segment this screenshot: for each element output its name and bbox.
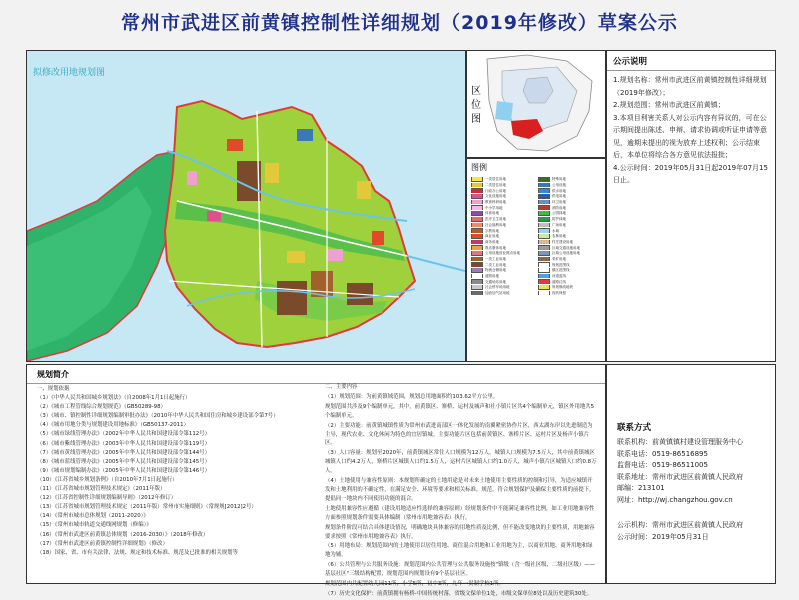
legend-item: [471, 245, 534, 250]
legend-label: 供水用地: [552, 188, 566, 193]
legend-swatch: [471, 274, 483, 279]
location-map-graphic: [467, 51, 605, 157]
legend: [466, 158, 606, 362]
legend-item: [538, 177, 601, 182]
legend-label: 河道蓝线: [552, 274, 566, 279]
legend-swatch: [471, 240, 483, 245]
content-item: （5）用地布局：规划范围内的土地使用以居住用地、商住混合用地和工业用地为主，以商业用地、商务用地和绿地为辅。: [325, 543, 593, 559]
legend-item: [471, 291, 534, 296]
legend-swatch: [471, 268, 483, 273]
legend-swatch: [471, 200, 483, 205]
legend-swatch: [538, 188, 550, 193]
basis-item: （16）《常州市武进区前黄镇总体规划（2016-2030）》（2018年修改）: [37, 531, 209, 538]
notice-item: 4.公示时间：2019年05月31日起2019年07月15日止。: [613, 163, 768, 184]
legend-label: 采矿用地: [552, 256, 566, 261]
legend-swatch: [471, 251, 483, 256]
legend-swatch: [471, 262, 483, 267]
legend-swatch: [471, 279, 483, 284]
basis-item: （5）《城市绿线管理办法》（2002年中华人民共和国建设部令第112号）: [37, 431, 210, 438]
notice-panel: [606, 50, 776, 362]
legend-swatch: [538, 183, 550, 188]
planning-content: [325, 383, 597, 600]
legend-swatch: [538, 251, 550, 256]
content-item: （4）土地使用与兼容性原则：本规划所确定的土地用途是对未来土地使用主要性质的控制和引导，为适应城镇开发和土地利用的不确定性，在满足安全、环境等要求和相关标准，规范，符合规划保护及确保主要性质的前提下，提倡同一地块内不同使用功能的混合。: [325, 478, 595, 502]
content-item: （6）公共管理与公共服务设施：规划范围内公共管理与公共服务设施按"镇级（含一级社区级、二级社区级）——基层社区"三级结构配置，规划范围内规划设有9个基层社区。: [325, 562, 596, 578]
contact-title: 联系方式: [617, 423, 652, 433]
basis-item: （2）《城市工程管线综合规划规范》（GB50289-98）: [37, 404, 166, 411]
legend-item: [471, 279, 534, 284]
legend-swatch: [538, 200, 550, 205]
legend-swatch: [471, 223, 483, 228]
legend-grid: [471, 177, 601, 295]
notice-item: 2.规划范围：常州市武进区前黄镇；: [613, 101, 725, 109]
legend-label: 商业用地: [485, 234, 499, 239]
legend-label: 商务用地: [485, 239, 499, 244]
content-item: （1）规划范围：为前黄镇域范围，规划总用地面积约103.62平方公里。: [325, 393, 499, 400]
legend-swatch: [538, 177, 550, 182]
basis-item: （18）国家、省、市有关法律、法规、规定和技术标准、规范及已批准的相关规划等: [37, 549, 238, 556]
planning-basis: [37, 385, 307, 558]
content-item: （2）主要功能：前黄镇城镇性质为常州市武进南部区一体化发展的南翼紧密协作片区，西太湖东岸以先进制造为主导，现代农业、文化休闲为特色的宜居镇城。主要功能片区包括前黄镇区、寨桥片区、运村片区及杨声小镇片区。: [325, 422, 593, 447]
legend-item: [471, 188, 534, 193]
legend-item: [471, 211, 534, 216]
content-item: 规划条件阶段可结合具体建设情况，明确地块具体兼容的用地性质及比例，但不能改变地块的主要性质，用地兼容要求按照《常州市用地兼容表》执行。: [325, 524, 595, 540]
basis-heading: 一、规划依据: [37, 386, 70, 392]
legend-item: [538, 268, 601, 273]
legend-label: 规划修改地块: [552, 285, 573, 290]
legend-label: 区域交通设施用地: [552, 245, 580, 250]
legend-swatch: [471, 177, 483, 182]
legend-swatch: [538, 262, 550, 267]
legend-swatch: [538, 205, 550, 210]
legend-label: 消防用地: [552, 205, 566, 210]
legend-item: [471, 262, 534, 267]
notice-item: 3.本项目利害关系人对公示内容有异议的，可在公示期间提出陈述、申辩、请求协调或听证申请等意见，逾期未提出的视为放弃上述权利；公示结束后，本单位将综合各方意见依法报批；: [613, 113, 767, 159]
basis-item: （4）《城市用地分类与规划建设用地标准》（GB50137-2011）: [37, 422, 189, 429]
legend-title: 图例: [471, 163, 487, 172]
legend-label: 道路红线: [552, 279, 566, 284]
legend-label: 农林用地: [552, 234, 566, 239]
basis-item: （7）《城市黄线管理办法》（2005年中华人民共和国建设部令第144号）: [37, 449, 210, 456]
legend-item: [538, 234, 601, 239]
legend-label: 教育科研用地: [485, 200, 506, 205]
legend-item: [538, 200, 601, 205]
content-item: （3）人口容量：规划至2020年，前黄镇城区常住人口规模为12万人，城镇人口规模为7.5万人，其中前黄镇城区城镇人口约4.2万人，寨桥片区城镇人口约1.5万人，运村片区城镇人口约1.0万人，城声小镇片区城镇人口约0.8万人。: [325, 450, 597, 475]
legend-swatch: [538, 194, 550, 199]
publisher: 公示机构：常州市武进区前黄镇人民政府: [617, 521, 743, 529]
legend-label: 道路用地: [485, 274, 499, 279]
legend-item: [538, 291, 601, 296]
basis-item: （8）《城市蓝线管理办法》（2005年中华人民共和国建设部令第145号）: [37, 458, 210, 465]
legend-label: 行政办公用地: [485, 188, 506, 193]
legend-item: [471, 228, 534, 233]
legend-label: 规划范围线: [552, 262, 570, 267]
legend-label: 防护绿地: [552, 217, 566, 222]
basis-item: （13）《江苏省城市规划管理技术规定（2011年版）常州市实施细则》（常规规[2012]2号）: [37, 504, 257, 511]
page-title: 常州市武进区前黄镇控制性详细规划（2019年修改）草案公示: [121, 12, 678, 34]
legend-label: 娱乐康体用地: [485, 245, 506, 250]
legend-item: [471, 257, 534, 262]
legend-item: [471, 251, 534, 256]
content-item: 规划范围共涉及9个编制单元，其中，前黄镇区、寨桥、运村及城声和社小镇片区共4个编制单元，镇区外用地共5个编制单元。: [325, 403, 595, 419]
legend-item: [471, 240, 534, 245]
legend-item: [538, 183, 601, 188]
legend-label: 宗教用地: [485, 228, 499, 233]
legend-swatch: [538, 285, 550, 290]
brief-title: 规划简介: [27, 365, 605, 384]
contact-org: 联系机构：前黄镇镇村建设管理服务中心: [617, 438, 743, 446]
map-zone-industrial: [237, 161, 261, 201]
basis-item: （11）《江苏省城市规划管理技术规定》（2011年版）: [37, 486, 166, 493]
legend-swatch: [471, 217, 483, 222]
legend-label: 二类工业用地: [485, 262, 506, 267]
legend-label: 公园绿地: [552, 211, 566, 216]
basis-item: （3）《城市、镇控制性详细规划编制审批办法》（2010年中华人民共和国住房和城乡建设部令第7号）: [37, 413, 279, 420]
legend-label: 村庄建设用地: [552, 239, 573, 244]
legend-item: [538, 262, 601, 267]
legend-label: 广场用地: [552, 222, 566, 227]
basis-item: （1）《中华人民共和国城乡规划法》（自2008年1月1日起施行）: [37, 395, 191, 402]
legend-item: [538, 205, 601, 210]
legend-item: [538, 257, 601, 262]
planning-brief: [26, 364, 606, 597]
map-label: 拟修改用地规划图: [33, 68, 106, 78]
legend-item: [538, 217, 601, 222]
legend-label: 现状保留: [552, 291, 566, 296]
legend-swatch: [471, 183, 483, 188]
legend-label: 医疗卫生用地: [485, 217, 506, 222]
legend-item: [471, 223, 534, 228]
content-item: 规划范围内共配置幼儿园11所，小学5所，初中3所，九年一贯制学校1所。: [325, 581, 504, 588]
content-item: （7）历史文化保护：前黄镇拥有杨桥-中国传统村落，省级文保单位1处，市级文保单位8处以及历史建筑30处。: [325, 590, 593, 597]
legend-label: 镇区范围线: [552, 268, 570, 273]
legend-item: [538, 285, 601, 290]
legend-item: [538, 274, 601, 279]
notice-item: 1.规划名称：常州市武进区前黄镇控制性详细规划（2019年修改）；: [613, 76, 767, 97]
legend-swatch: [538, 240, 550, 245]
legend-swatch: [471, 188, 483, 193]
legend-item: [538, 194, 601, 199]
legend-label: 二类居住用地: [485, 183, 506, 188]
legend-label: 区域公用设施用地: [552, 251, 580, 256]
legend-swatch: [471, 194, 483, 199]
legend-swatch: [471, 228, 483, 233]
legend-item: [538, 211, 601, 216]
contact-phone: 联系电话：0519-86516895: [617, 449, 708, 458]
content-heading: 二、主要内容: [325, 384, 358, 390]
legend-swatch: [538, 234, 550, 239]
location-map[interactable]: [466, 50, 606, 158]
legend-item: [471, 274, 534, 279]
legend-item: [538, 188, 601, 193]
legend-item: [471, 285, 534, 290]
legend-label: 水域: [552, 228, 559, 233]
location-map-label: 区位图: [471, 86, 481, 125]
legend-label: 一类居住用地: [485, 177, 506, 182]
publish-date: 公示时间：2019年05月31日: [617, 532, 709, 541]
legend-label: 加油加气站用地: [485, 291, 510, 296]
legend-label: 物流仓储用地: [485, 268, 506, 273]
legend-swatch: [471, 257, 483, 262]
legend-item: [471, 183, 534, 188]
legend-item: [471, 200, 534, 205]
legend-label: 交通场站用地: [485, 279, 506, 284]
legend-label: 公用设施营业网点用地: [485, 251, 520, 256]
legend-swatch: [538, 268, 550, 273]
contact-panel: [606, 364, 776, 584]
basis-item: （6）《城市紫线管理办法》（2003年中华人民共和国建设部令第119号）: [37, 440, 210, 447]
basis-item: （10）《江苏省城乡规划条例》（自2010年7月1日起施行）: [37, 476, 178, 483]
legend-label: 公用设施: [552, 183, 566, 188]
legend-swatch: [471, 245, 483, 250]
basis-item: （12）《江苏省控制性详细规划编制导则》（2012年修订）: [37, 495, 177, 502]
basis-item: （9）《城市规划编制办法》（2005年中华人民共和国建设部令第146号）: [37, 467, 210, 474]
contact-postcode: 邮编：213101: [617, 484, 665, 492]
legend-item: [538, 251, 601, 256]
legend-label: 特殊用地: [552, 177, 566, 182]
legend-swatch: [471, 234, 483, 239]
legend-label: 社会福利用地: [485, 222, 506, 227]
contact-address: 联系地址：常州市武进区前黄镇人民政府: [617, 472, 743, 481]
legend-swatch: [538, 257, 550, 262]
legend-swatch: [471, 291, 483, 296]
legend-item: [538, 245, 601, 250]
legend-label: 文化设施用地: [485, 194, 506, 199]
legend-swatch: [538, 217, 550, 222]
legend-swatch: [471, 285, 483, 290]
land-use-map-graphic: [27, 51, 465, 361]
legend-item: [471, 205, 534, 210]
legend-label: 一类工业用地: [485, 256, 506, 261]
legend-swatch: [538, 274, 550, 279]
contact-supervise-phone: 监督电话：0519-86511005: [617, 461, 708, 469]
legend-swatch: [471, 205, 483, 210]
legend-label: 环卫用地: [552, 200, 566, 205]
content-item: 土地使用兼容性应遵循（建设用地适应性选择的兼容原则）经规划条件中不能满足兼容性比例，如工业用地兼容性方面参照规划条件需要具体编制（常州市用地兼容表）执行。: [325, 505, 595, 521]
legend-item: [471, 194, 534, 199]
land-use-map[interactable]: [26, 50, 466, 362]
legend-swatch: [538, 245, 550, 250]
contact-website-link[interactable]: 网址：http://wj.changzhou.gov.cn: [617, 495, 733, 504]
basis-item: （15）《常州市城市轨道交通线网规划（修编）》: [37, 522, 152, 529]
legend-label: 中小学用地: [485, 205, 503, 210]
legend-swatch: [538, 279, 550, 284]
legend-swatch: [538, 291, 550, 296]
legend-item: [471, 177, 534, 182]
legend-item: [471, 234, 534, 239]
legend-item: [471, 268, 534, 273]
legend-swatch: [538, 211, 550, 216]
legend-label: 供电用地: [552, 194, 566, 199]
basis-item: （17）《常州市武进区前黄镇控制性详细规划》（修改）: [37, 540, 168, 547]
legend-item: [538, 279, 601, 284]
legend-swatch: [538, 223, 550, 228]
legend-item: [538, 240, 601, 245]
notice-title: 公示说明: [607, 51, 775, 71]
legend-swatch: [538, 228, 550, 233]
legend-item: [538, 228, 601, 233]
legend-label: 社会停车场用地: [485, 285, 510, 290]
legend-item: [471, 217, 534, 222]
legend-item: [538, 223, 601, 228]
legend-swatch: [471, 211, 483, 216]
legend-label: 体育用地: [485, 211, 499, 216]
basis-item: （14）《常州市城市总体规划（2011-2020）》: [37, 513, 149, 520]
